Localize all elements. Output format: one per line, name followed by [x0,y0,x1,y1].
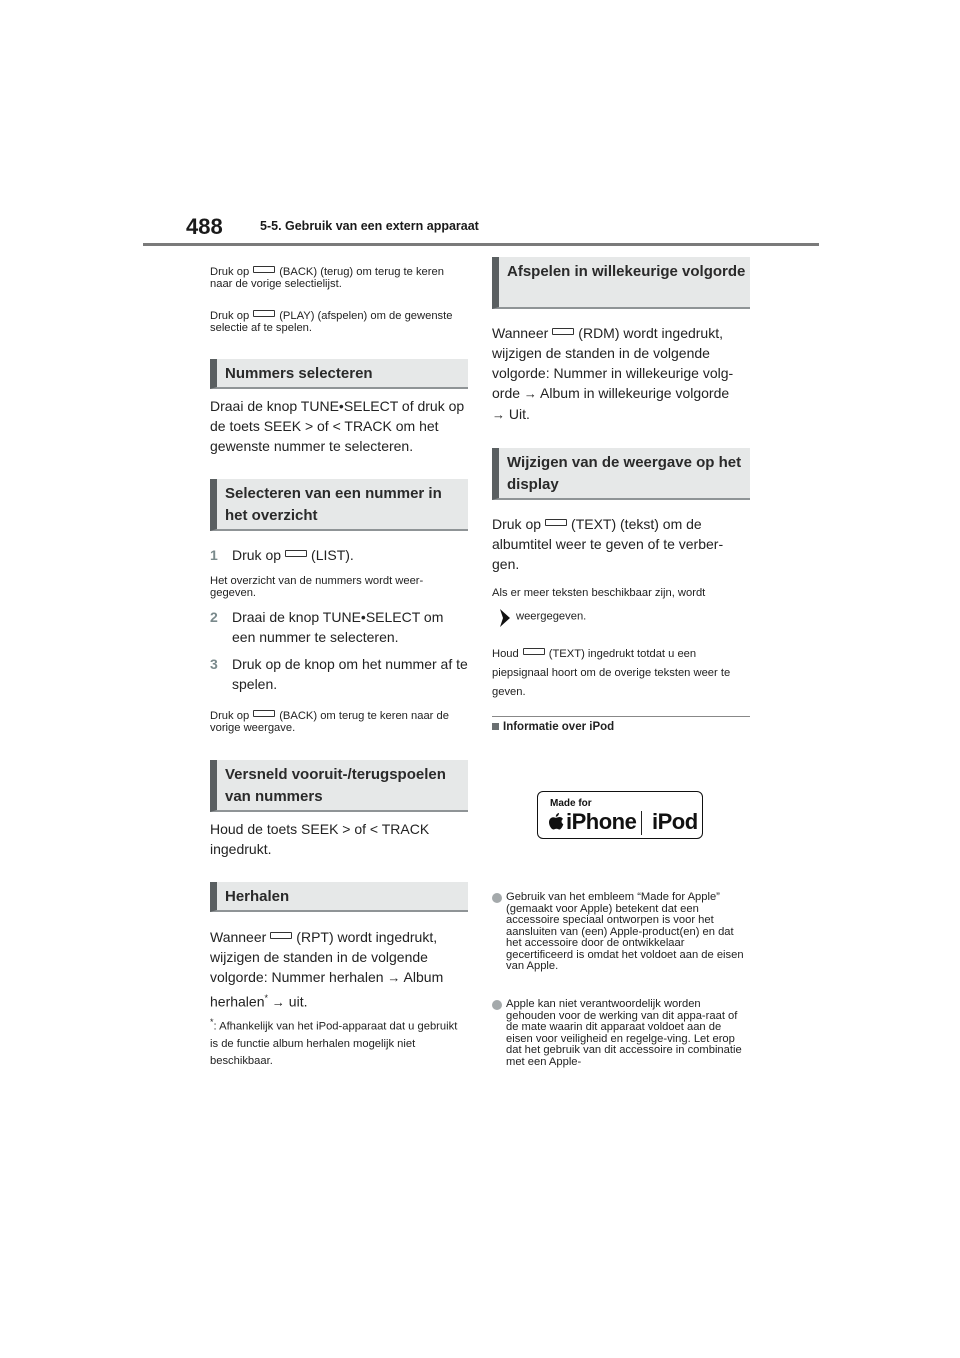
heading-weergave: Wijzigen van de weergave op het display [492,448,750,500]
apple-logo-icon [548,812,564,838]
note-houd-text: Houd (TEXT) ingedrukt totdat u een piepsignaal hoort om de overige teksten weer te geven. [492,648,731,698]
step-3: 3 Druk op de knop om het nummer af te spelen. [210,656,468,692]
back-button-icon [253,710,275,717]
note-back-view: Druk op (BACK) om terug te keren naar de vorige weergave. [210,710,449,734]
bullet-apple-verantwoordelijk: Apple kan niet verantwoordelijk worden gehouden voor de werking van dit appa-raat of de mate waarin dit apparaat voldoet aan de eisen voor veiligheid en regelge-ving. Let erop dat het gebruik van dit accessoire in combinatie met een Apple- [492,999,750,1068]
play-button-icon [253,310,275,317]
arrow-icon: → [523,386,537,401]
heading-willekeurig: Afspelen in willekeurige volgorde [492,257,750,309]
heading-herhalen: Herhalen [210,882,468,912]
made-for-iphone-ipod-badge: Made for iPhone iPod [537,791,703,839]
info-ipod-title: Informatie over iPod [492,721,750,733]
list-button-icon [285,550,307,557]
paragraph-draai: Draai de knop TUNE•SELECT of druk op de toets SEEK > of < TRACK om het gewenste nummer te selecteren. [210,398,465,454]
bullet-made-for-apple: Gebruik van het embleem “Made for Apple” (gemaakt voor Apple) betekent dat een accessoire speciaal ontworpen is voor het aansluiten van (een) Apple-product(en) en dat het accessoire door de ontwikkelaar gecertificeerd is omdat het voldoet aan de eisen van Apple. [492,892,750,973]
header-rule [143,243,819,246]
arrow-icon: → [271,994,285,1010]
heading-versneld: Versneld vooruit-/terugspoelen van nummers [210,760,468,812]
more-text-indicator-icon [500,609,510,632]
step-1-note: Het overzicht van de nummers wordt weer-gegeven. [210,575,424,599]
paragraph-text-button: Druk op (TEXT) (tekst) om de albumtitel weer te geven of te verber-gen. [492,516,724,572]
text-button-icon [545,519,567,526]
note-play: Druk op (PLAY) (afspelen) om de gewenste selectie af te spelen. [210,310,453,334]
bullet-dot-icon [492,893,502,903]
arrow-icon: → [492,407,505,422]
square-bullet-icon [492,723,499,730]
rdm-button-icon [552,328,574,335]
divider [492,716,750,717]
paragraph-rdm: Wanneer (RDM) wordt ingedrukt, wijzigen de standen in de volgende volgorde: Nummer in willekeurige volg-orde → Album in willekeurige volgorde → Uit. [492,325,734,422]
footnote: *: Afhankelijk van het iPod-apparaat dat u gebruikt is de functie album herhalen mogelijk niet beschikbaar. [210,1017,458,1067]
note-meer-teksten: Als er meer teksten beschikbaar zijn, wordt weergegeven. [492,585,750,632]
paragraph-houd-seek: Houd de toets SEEK > of < TRACK ingedrukt. [210,821,430,857]
section-title: 5-5. Gebruik van een extern apparaat [260,219,479,233]
heading-nummers-selecteren: Nummers selecteren [210,359,468,389]
rpt-button-icon [270,932,292,939]
bullet-dot-icon [492,1000,502,1010]
text-button-icon [523,648,545,655]
arrow-icon: → [387,970,401,985]
step-2: 2 Draai de knop TUNE•SELECT om een nummer te selecteren. [210,609,444,645]
heading-selecteren-overzicht: Selecteren van een nummer in het overzicht [210,479,468,531]
back-button-icon [253,266,275,273]
step-1: 1 Druk op (LIST). [210,547,354,563]
note-back-list: Druk op (BACK) (terug) om terug te keren naar de vorige selectielijst. [210,266,444,290]
badge-separator [641,811,642,835]
page-number: 488 [186,214,223,239]
paragraph-rpt: Wanneer (RPT) wordt ingedrukt, wijzigen de standen in de volgende volgorde: Nummer herhalen → Album herhalen* → uit. [210,929,444,1010]
